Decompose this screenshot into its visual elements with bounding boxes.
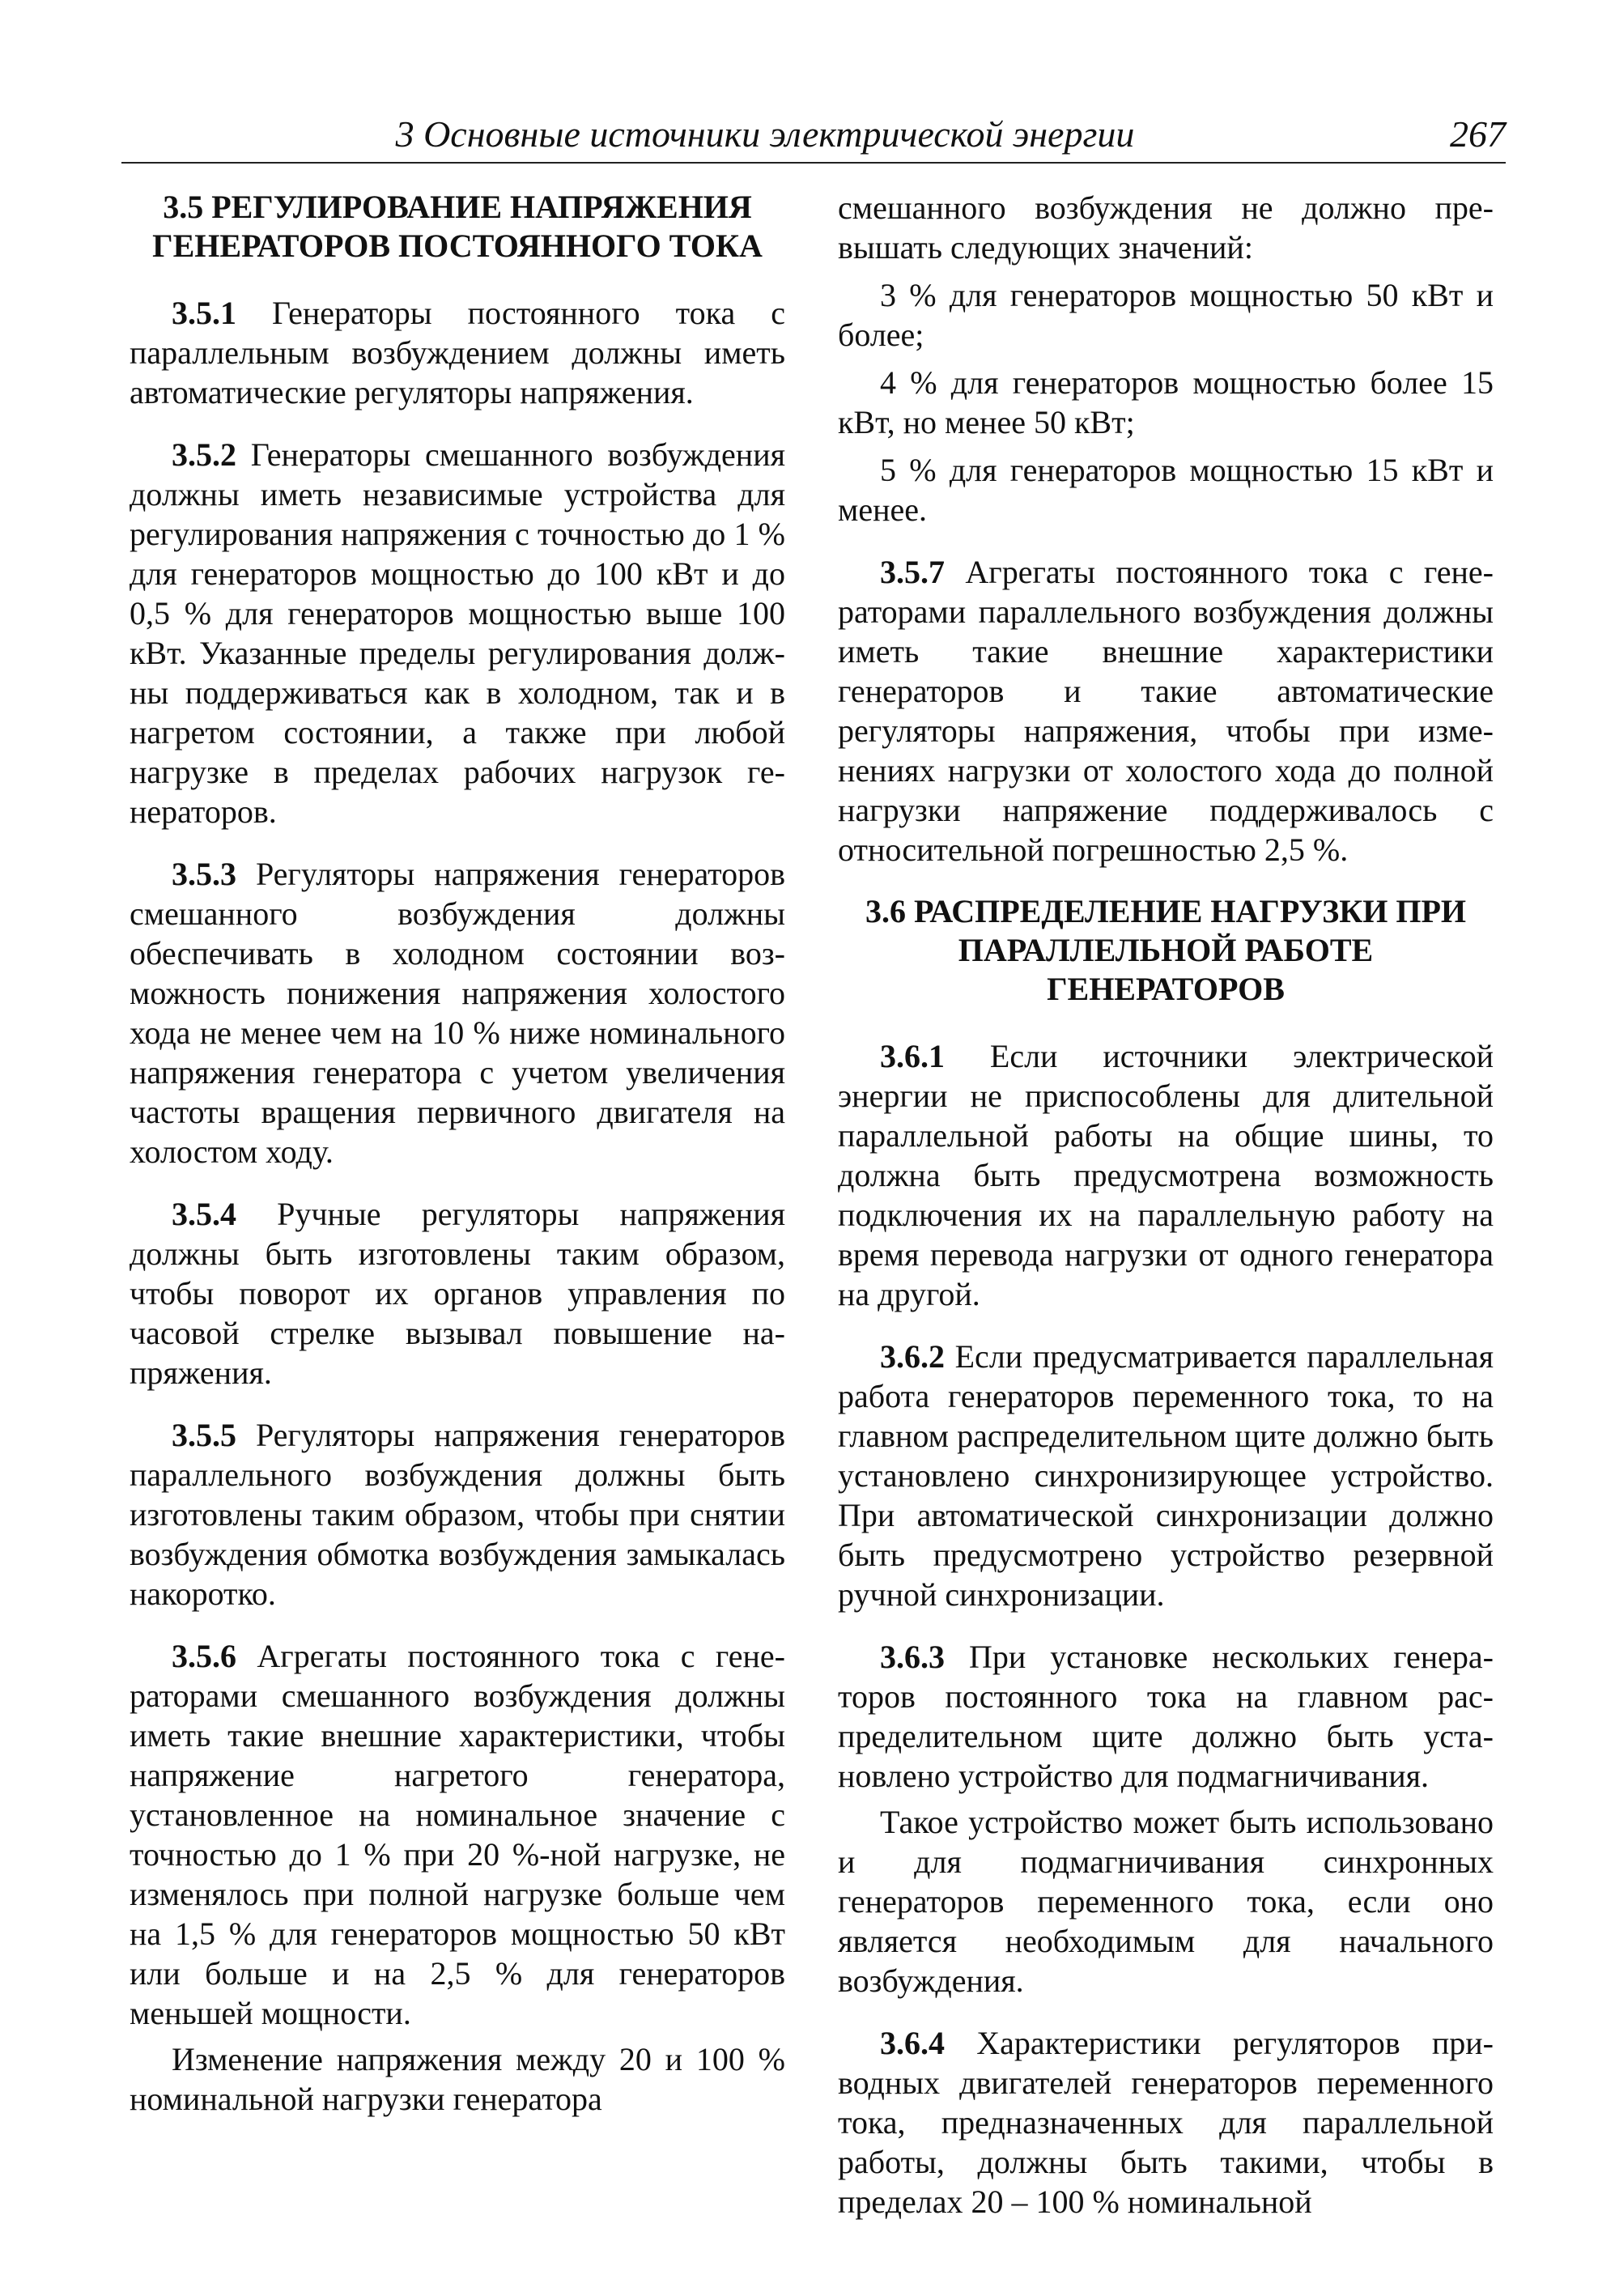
clause-text: Генераторы смешанного возбуждения должны иметь независимые устройства для регулирования напряжения с точностью до 1 % для генераторов мощностью до 100 кВт и до 0,5 % для генераторов мощностью выше 100 кВт. Указанные пределы регулирования должны поддерживаться как в холодном, так и в нагретом состоянии, а также при любой нагрузке в пределах рабочих нагрузок генераторов. (130, 436, 785, 830)
clause-text: При установке нескольких генераторов постоянного тока на главном распределительном щите должно быть установлено устройство для подмагничивания. (838, 1639, 1494, 1794)
clause-text: Характеристики регуляторов приводных двигателей генераторов переменного тока, предназначенных для параллельной работы, должны быть такими, чтобы в пределах 20 – 100 % номинальной (838, 2025, 1494, 2220)
paragraph-3-6-4 (838, 2023, 1494, 2222)
page-header (121, 113, 1506, 164)
clause-number: 3.6.4 (880, 2025, 945, 2061)
paragraph-3-5-3 (130, 854, 785, 1171)
clause-number: 3.5.4 (172, 1196, 236, 1232)
section-heading-3-6: 3.6 РАСПРЕДЕЛЕНИЕ НАГРУЗКИ ПРИ ПАРАЛЛЕЛЬНОЙ РАБОТЕ ГЕНЕРАТОРОВ (865, 893, 1466, 1007)
clause-text: Если предусматривается параллельная работа генераторов переменного тока, то на главном распределительном щите должно быть установлено синхронизирующее устройство. При автоматической синхронизации должно быть предусмотрено устройство резервной ручной синхронизации. (838, 1338, 1494, 1613)
paragraph-continuation: смешанного возбуждения не должно превышать следующих значений: (838, 189, 1494, 266)
clause-text: Генераторы постоянного тока с параллельным возбуждением должны иметь автоматические регуляторы напряжения. (130, 295, 785, 410)
clause-text: Агрегаты постоянного тока с генераторами параллельного возбуждения должны иметь такие внешние характеристики генераторов и такие автоматические регуляторы напряжения, чтобы при изменениях нагрузки от холостого хода до полной нагрузки напряжение поддерживалось с относительной погрешностью 2,5 %. (838, 554, 1494, 868)
clause-number: 3.5.2 (172, 436, 236, 473)
paragraph-3-6-1 (838, 1036, 1494, 1314)
paragraph-3-5-6 (130, 1636, 785, 2033)
paragraph-3-5-1 (130, 293, 785, 412)
section-heading-3-5: 3.5 РЕГУЛИРОВАНИЕ НАПРЯЖЕНИЯ ГЕНЕРАТОРОВ ПОСТОЯННОГО ТОКА (152, 189, 763, 264)
clause-text: Агрегаты постоянного тока с генераторами смешанного возбуждения должны иметь такие внешние характеристики, чтобы напряжение нагретого генератора, установленное на номинальное значение с точностью до 1 % при 20 %-ной нагрузке, не изменялось при полной нагрузке больше чем на 1,5 % для генераторов мощностью 50 кВт или больше и на 2,5 % для генераторов меньшей мощности. (130, 1638, 785, 2031)
clause-number: 3.5.7 (880, 554, 945, 590)
clause-number: 3.5.3 (172, 856, 236, 892)
paragraph-3-5-5 (130, 1415, 785, 1614)
paragraph-3-5-6-continuation: Изменение напряжения между 20 и 100 % номинальной нагрузки генератора (130, 2041, 785, 2117)
paragraph-3-5-4 (130, 1194, 785, 1392)
list-item: 3 % для генераторов мощностью 50 кВт и более; (838, 277, 1494, 353)
clause-number: 3.6.3 (880, 1639, 945, 1675)
clause-text: Если источники электрической энергии не приспособлены для длительной параллельной работы на общие шины, то должна быть предусмотрена возможность подключения их на параллельную работу на время перевода нагрузки от одного генератора на другой. (838, 1038, 1494, 1312)
clause-text: Регуляторы напряжения генераторов параллельного возбуждения должны быть изготовлены таким образом, чтобы при снятии возбуждения обмотка возбуждения замыкалась накоротко. (130, 1417, 785, 1612)
paragraph-3-6-3-continuation: Такое устройство может быть использовано и для подмагничивания синхронных генераторов переменного тока, если оно является необходимым для начального возбуждения. (838, 1804, 1494, 1999)
clause-number: 3.5.5 (172, 1417, 236, 1453)
page-number: 267 (1450, 113, 1506, 155)
right-column (838, 188, 1494, 2244)
paragraph-3-6-3 (838, 1637, 1494, 1796)
clause-text: Ручные регуляторы напряжения должны быть изготовлены таким образом, чтобы поворот их органов управления по часовой стрелке вызывал повышение напряжения. (130, 1196, 785, 1391)
left-column (130, 188, 785, 2141)
clause-number: 3.6.2 (880, 1338, 945, 1375)
running-title: 3 Основные источники электрической энергии (395, 113, 1135, 155)
clause-text: Регуляторы напряжения генераторов смешанного возбуждения должны обеспечивать в холодном состоянии возможность понижения напряжения холостого хода не менее чем на 10 % ниже номинального напряжения генератора с учетом увеличения частоты вращения первичного двигателя на холостом ходу. (130, 856, 785, 1170)
paragraph-3-5-7 (838, 552, 1494, 870)
paragraph-3-5-2 (130, 435, 785, 831)
list-item: 5 % для генераторов мощностью 15 кВт и менее. (838, 452, 1494, 528)
clause-number: 3.5.6 (172, 1638, 236, 1674)
clause-number: 3.5.1 (172, 295, 236, 331)
list-item: 4 % для генераторов мощностью более 15 кВт, но менее 50 кВт; (838, 364, 1494, 440)
clause-number: 3.6.1 (880, 1038, 945, 1074)
paragraph-3-6-2 (838, 1337, 1494, 1614)
